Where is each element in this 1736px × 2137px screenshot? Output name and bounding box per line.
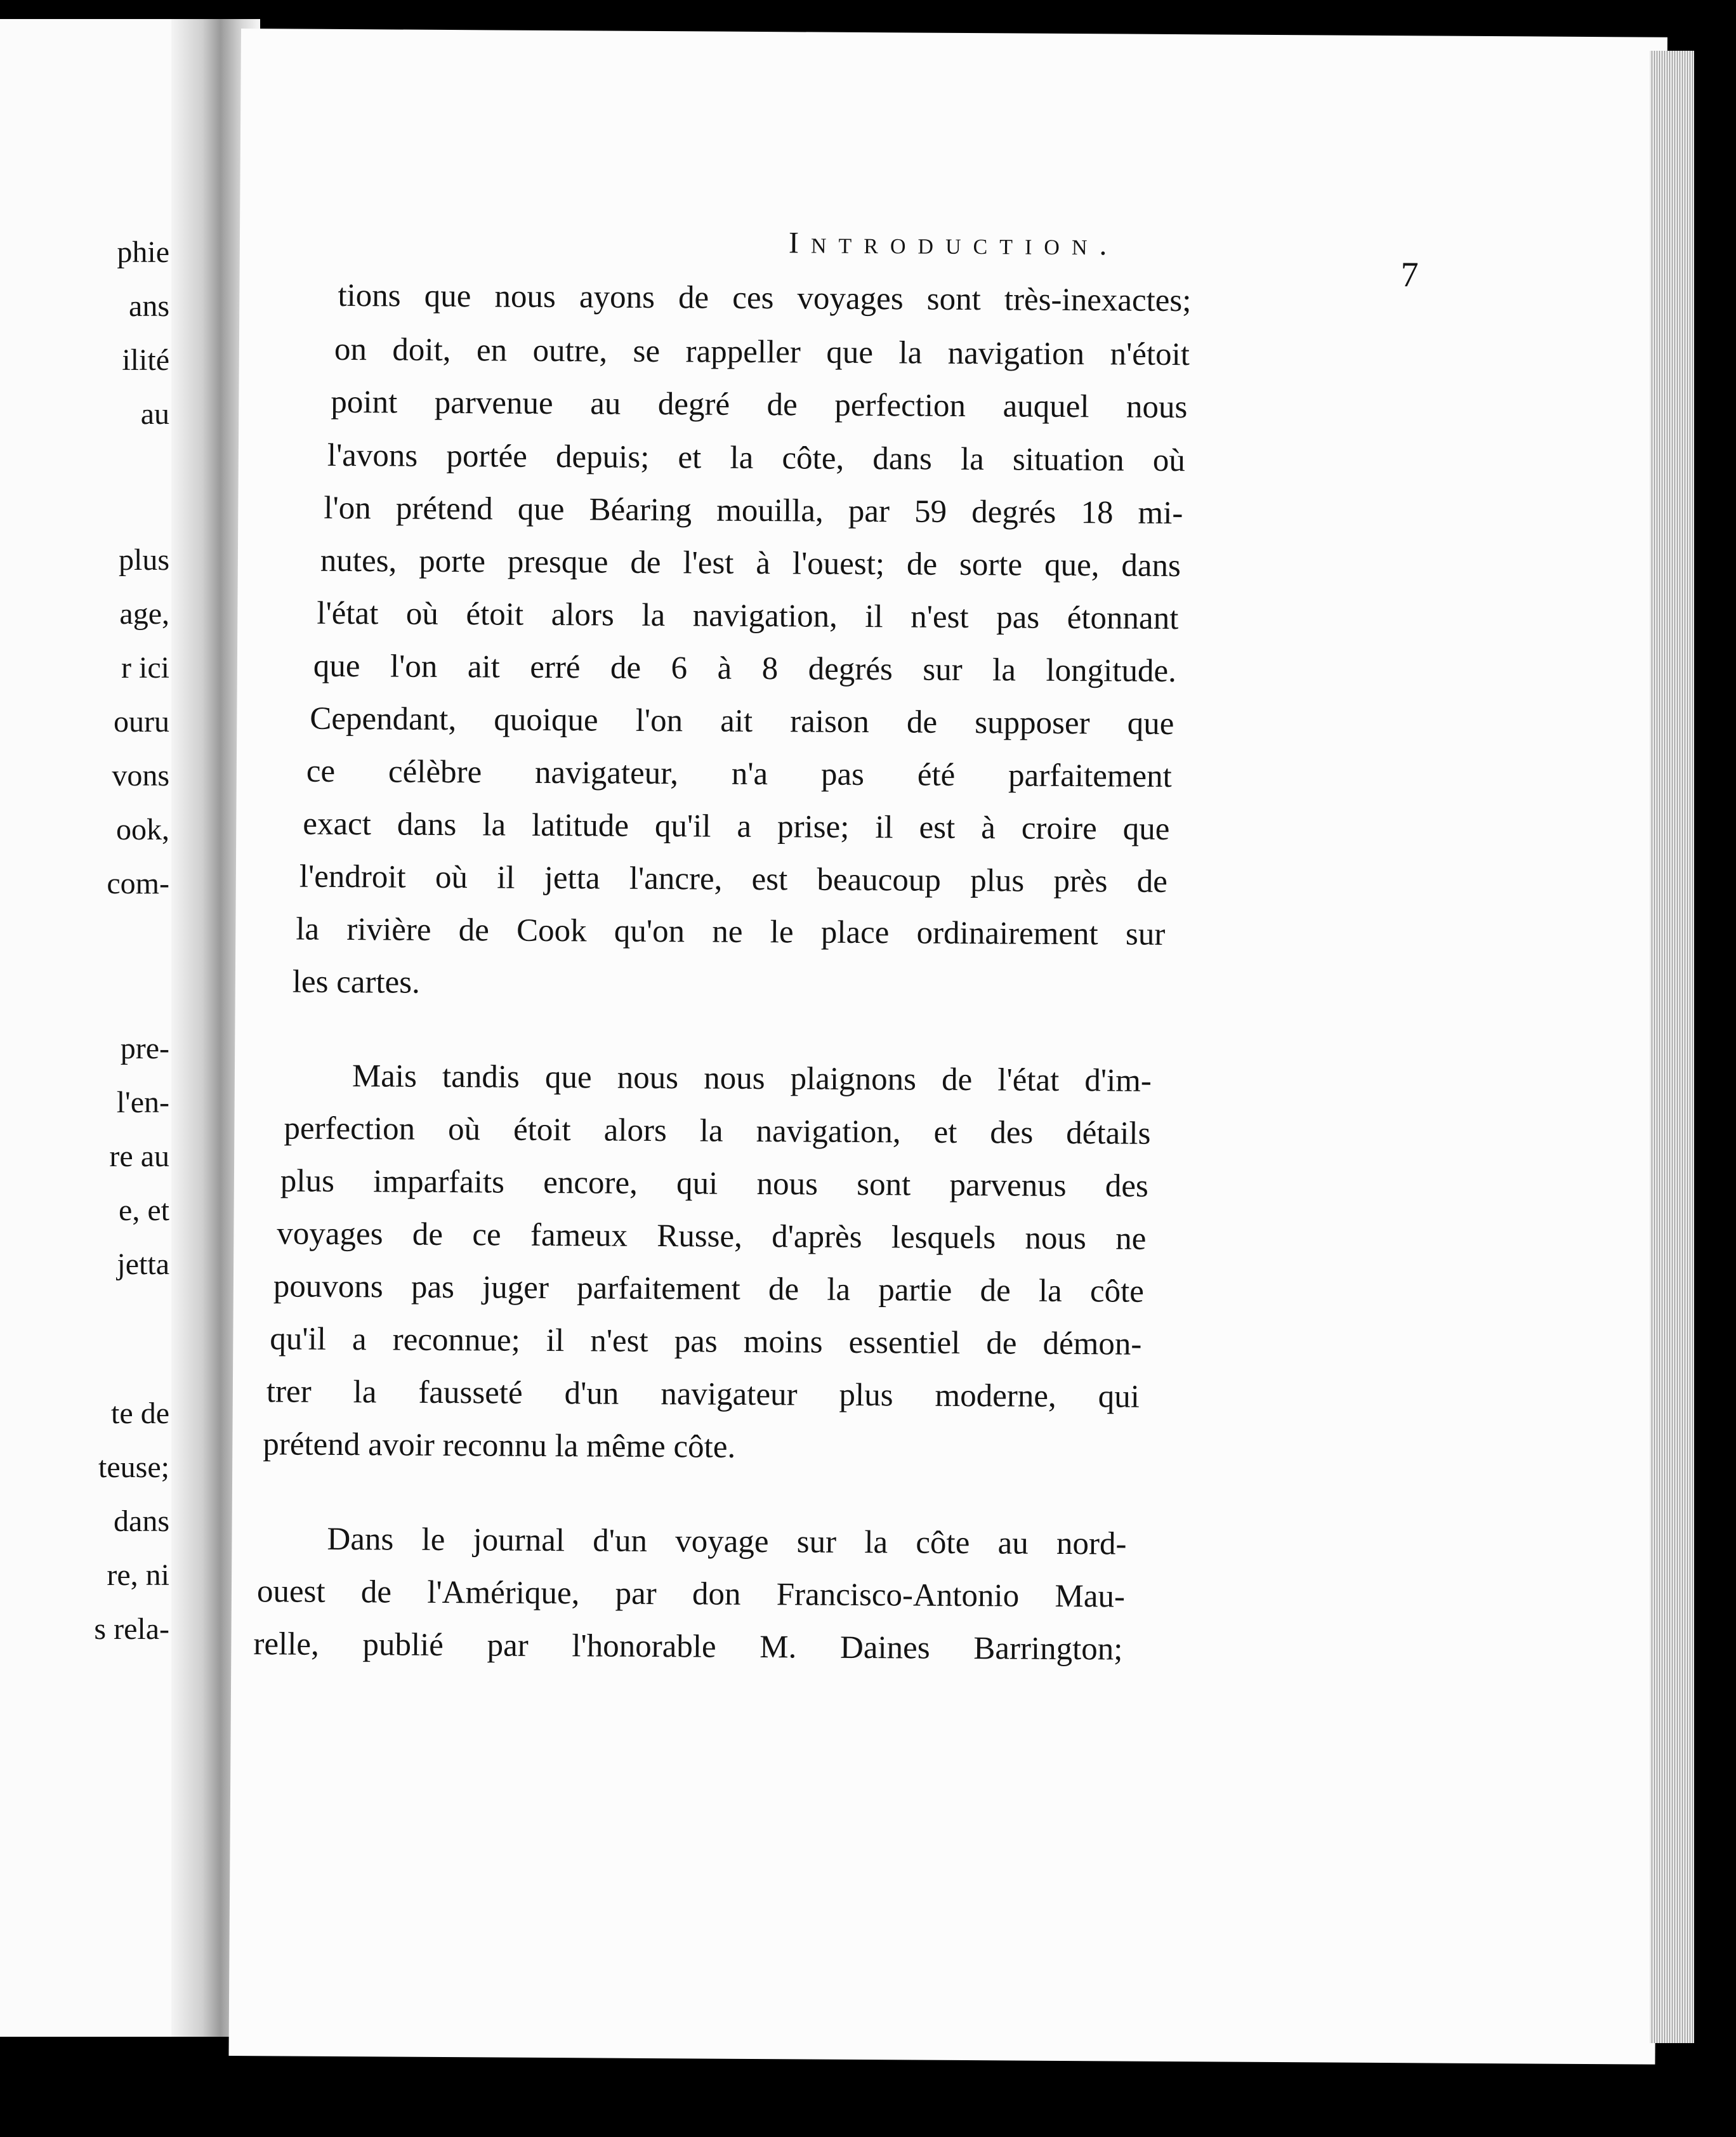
left-page-line: ook, bbox=[116, 813, 169, 846]
left-page-line: ouru bbox=[114, 705, 169, 739]
left-page-line: jetta bbox=[117, 1247, 169, 1281]
left-page-line: te de bbox=[111, 1397, 169, 1430]
left-page-line: l'en- bbox=[116, 1086, 169, 1119]
left-page-line: com- bbox=[107, 867, 169, 900]
left-page-line: phie bbox=[117, 235, 169, 269]
left-page-line: r ici bbox=[121, 651, 169, 685]
left-page-line: ilité bbox=[122, 343, 169, 377]
text-line: prétend avoir reconnu la même côte. bbox=[263, 1426, 736, 1465]
text-line: ce célèbre navigateur, n'a pas été parfaitement bbox=[306, 753, 1172, 794]
left-facing-page bbox=[0, 19, 181, 2037]
text-line: la rivière de Cook qu'on ne le place ordinairement sur bbox=[296, 911, 1166, 952]
text-line: perfection où étoit alors la navigation, et des détails bbox=[284, 1110, 1151, 1152]
left-page-line: ans bbox=[129, 289, 169, 323]
page-edges bbox=[1650, 51, 1694, 2043]
left-page-line: re, ni bbox=[107, 1558, 169, 1592]
text-line: l'endroit où il jetta l'ancre, est beaucoup plus près de bbox=[299, 858, 1167, 900]
left-page-line: e, et bbox=[119, 1193, 169, 1227]
left-page-line: au bbox=[140, 397, 169, 431]
left-page-line: teuse; bbox=[98, 1450, 169, 1484]
left-page-line: s rela- bbox=[94, 1612, 169, 1646]
left-page-line: re au bbox=[109, 1140, 169, 1173]
text-line: les cartes. bbox=[292, 964, 421, 1001]
left-page-line: pre- bbox=[120, 1032, 169, 1065]
text-line: point parvenue au degré de perfection auquel nous bbox=[331, 384, 1188, 426]
text-line: qu'il a reconnue; il n'est pas moins essentiel de démon- bbox=[270, 1321, 1142, 1362]
text-line: ouest de l'Amérique, par don Francisco-Antonio Mau- bbox=[256, 1574, 1126, 1615]
left-page-line: age, bbox=[119, 597, 169, 631]
text-line: plus imparfaits encore, qui nous sont parvenus des bbox=[280, 1163, 1149, 1204]
text-line: Dans le journal d'un voyage sur la côte au nord- bbox=[327, 1521, 1127, 1562]
text-line: l'avons portée depuis; et la côte, dans la situation où bbox=[327, 437, 1186, 479]
text-line: l'état où étoit alors la navigation, il n'est pas étonnant bbox=[317, 595, 1179, 637]
text-line: nutes, porte presque de l'est à l'ouest; de sorte que, dans bbox=[320, 542, 1181, 584]
text-line: l'on prétend que Béaring mouilla, par 59 degrés 18 mi- bbox=[324, 490, 1183, 532]
text-line: Mais tandis que nous nous plaignons de l'état d'im- bbox=[352, 1058, 1152, 1099]
left-page-line: vons bbox=[112, 759, 169, 792]
running-head: Introduction. bbox=[788, 226, 1119, 262]
text-line: Cependant, quoique l'on ait raison de supposer que bbox=[310, 700, 1174, 742]
text-line: pouvons pas juger parfaitement de la partie de la côte bbox=[273, 1268, 1145, 1310]
left-page-line: plus bbox=[118, 543, 169, 577]
text-line: relle, publié par l'honorable M. Daines Barrington; bbox=[253, 1626, 1123, 1667]
text-line: trer la fausseté d'un navigateur plus moderne, qui bbox=[266, 1374, 1140, 1415]
text-line: voyages de ce fameux Russe, d'après lesquels nous ne bbox=[277, 1216, 1147, 1257]
book-page bbox=[228, 29, 1667, 2065]
text-line: que l'on ait erré de 6 à 8 degrés sur la longitude. bbox=[313, 648, 1177, 690]
page-number: 7 bbox=[1400, 255, 1419, 295]
text-line: tions que nous ayons de ces voyages sont très-inexactes; bbox=[338, 277, 1192, 319]
text-line: exact dans la latitude qu'il a prise; il est à croire que bbox=[303, 806, 1170, 847]
text-line: on doit, en outre, se rappeller que la navigation n'étoit bbox=[334, 331, 1190, 373]
left-page-line: dans bbox=[114, 1504, 169, 1538]
